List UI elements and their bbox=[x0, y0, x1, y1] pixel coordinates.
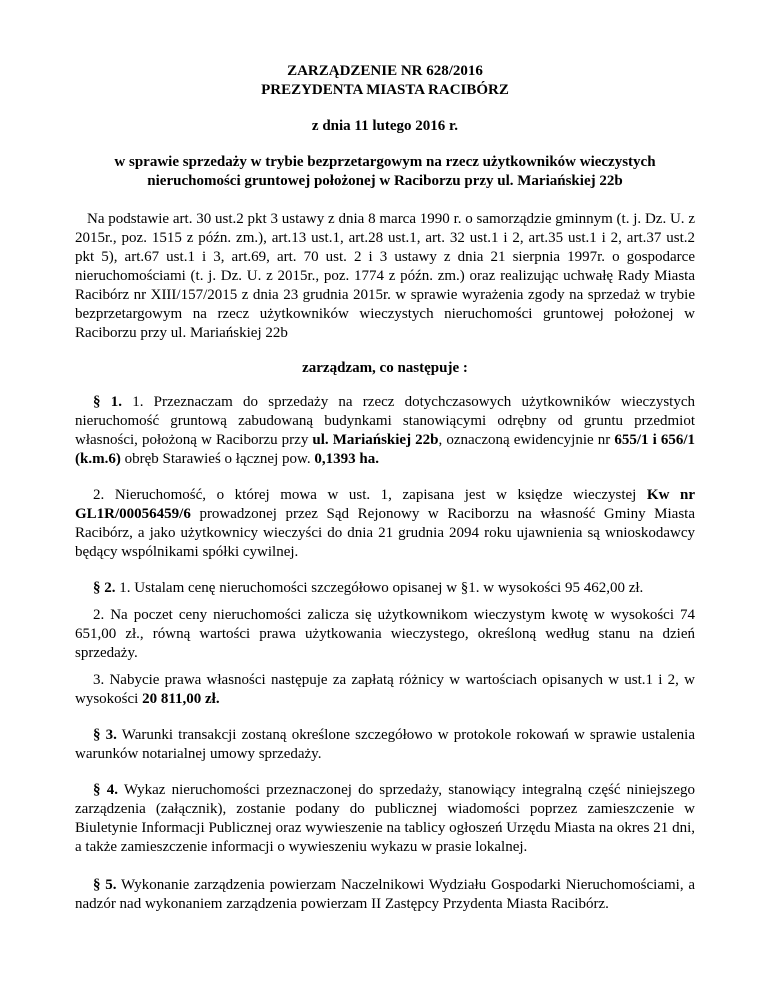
section-4-paragraph bbox=[75, 781, 695, 857]
s5-text: Wykonanie zarządzenia powierzam Naczelnikowi Wydziału Gospodarki Nieruchomościami, a nadzór nad wykonaniem zarządzenia powierzam II Zastępcy Przydenta Miasta Racibórz. bbox=[75, 877, 696, 912]
s2-p1-text: 1. Ustalam cenę nieruchomości szczegółowo opisanej w §1. w wysokości 95 462,00 zł. bbox=[115, 580, 644, 596]
s1-street: ul. Mariańskiej 22b bbox=[312, 432, 439, 448]
section-3-mark: § 3. bbox=[93, 727, 117, 743]
document-page bbox=[75, 62, 695, 914]
section-4-mark: § 4. bbox=[93, 782, 118, 798]
s1-area: 0,1393 ha. bbox=[314, 451, 379, 467]
document-title bbox=[75, 62, 695, 100]
section-1-paragraph-1 bbox=[75, 393, 695, 469]
s1-parcel: 655/1 i 656/1 (k.m.6) bbox=[75, 432, 695, 467]
s2-p3-text: 3. Nabycie prawa własności następuje za zapłatą różnicy w wartościach opisanych w ust.1 i 2, w wysokości bbox=[75, 672, 695, 707]
s3-text: Warunki transakcji zostaną określone szczegółowo w protokole rokowań w sprawie ustalenia warunków notarialnej umowy sprzedaży. bbox=[75, 727, 695, 762]
s1-p1-text-c: obręb Starawieś o łącznej pow. bbox=[120, 451, 315, 467]
section-3-paragraph bbox=[75, 726, 695, 764]
document-date: z dnia 11 lutego 2016 r. bbox=[311, 118, 459, 134]
section-2-paragraph-3 bbox=[75, 671, 695, 709]
s1-land-register: Kw nr GL1R/00056459/6 bbox=[75, 487, 695, 522]
document-subject bbox=[75, 153, 695, 191]
section-2-paragraph-1 bbox=[75, 579, 695, 598]
s4-text: Wykaz nieruchomości przeznaczonej do sprzedaży, stanowiący integralną część niniejszego zarządzenia (załącznik), zostanie podany do publicznej wiadomości poprzez zamieszczenie w Biuletynie Informacji Publicznej oraz wywieszenie na tablicy ogłoszeń Urzędu Miasta na okres 21 dni, a także zamieszczenie informacji o wywieszeniu wykazu w prasie lokalnej. bbox=[75, 782, 695, 855]
s1-p2-text-b: prowadzonej przez Sąd Rejonowy w Raciborzu na własność Gminy Miasta Racibórz, a jako użytkownicy wieczyści do dnia 21 grudnia 2094 roku ujawnienia są wnioskodawcy będący wspólnikami spółki cywilnej. bbox=[75, 506, 695, 560]
s2-amount: 20 811,00 zł. bbox=[142, 691, 220, 707]
section-5-paragraph bbox=[75, 876, 695, 914]
title-line-1: ZARZĄDZENIE NR 628/2016 bbox=[287, 63, 483, 79]
section-1-paragraph-2 bbox=[75, 486, 695, 562]
section-5-mark: § 5. bbox=[93, 877, 117, 893]
preamble: Na podstawie art. 30 ust.2 pkt 3 ustawy z dnia 8 marca 1990 r. o samorządzie gminnym (t. j. Dz. U. z 2015r., poz. 1515 z późn. zm.), art.13 ust.1, art.28 ust.1, art. 32 ust.1 i 2, art.35 ust.1 i 2, art.37 ust.2 pkt 5), art.67 ust.1 i 3, art.69, art. 70 ust. 2 i 3 ustawy z dnia 21 sierpnia 1997r. o gospodarce nieruchomościami (t. j. Dz. U. z 2015r., poz. 1774 z późn. zm.) oraz realizując uchwałę Rady Miasta Racibórz nr XIII/157/2015 z dnia 23 grudnia 2015r. w sprawie wyrażenia zgody na sprzedaż w trybie bezprzetargowym na rzecz użytkowników wieczystych nieruchomości gruntowej położonej w Raciborzu przy ul. Mariańskiej 22b bbox=[75, 211, 695, 341]
subject-line-2: nieruchomości gruntowej położonej w Raciborzu przy ul. Mariańskiej 22b bbox=[147, 173, 623, 189]
section-2-mark: § 2. bbox=[93, 580, 116, 596]
section-2-paragraph-2: 2. Na poczet ceny nieruchomości zalicza się użytkownikom wieczystym kwotę w wysokości 74 651,00 zł., równą wartości prawa użytkowania wieczystego, określoną według stanu na dzień sprzedaży. bbox=[75, 607, 695, 661]
s1-p1-text-b: , oznaczoną ewidencyjnie nr bbox=[438, 432, 615, 448]
decision-statement: zarządzam, co następuje : bbox=[302, 360, 468, 376]
s1-p1-text-a: 1. Przeznaczam do sprzedaży na rzecz dotychczasowych użytkowników wieczystych nieruchomość gruntową zabudowaną budynkami stanowiącymi odrębny od gruntu przedmiot własności, położoną w Raciborzu przy bbox=[75, 394, 696, 448]
title-line-2: PREZYDENTA MIASTA RACIBÓRZ bbox=[261, 82, 509, 98]
subject-line-1: w sprawie sprzedaży w trybie bezprzetargowym na rzecz użytkowników wieczystych bbox=[114, 154, 656, 170]
section-1-mark: § 1. bbox=[93, 394, 122, 410]
s1-p2-text-a: 2. Nieruchomość, o której mowa w ust. 1, zapisana jest w księdze wieczystej bbox=[93, 487, 647, 503]
